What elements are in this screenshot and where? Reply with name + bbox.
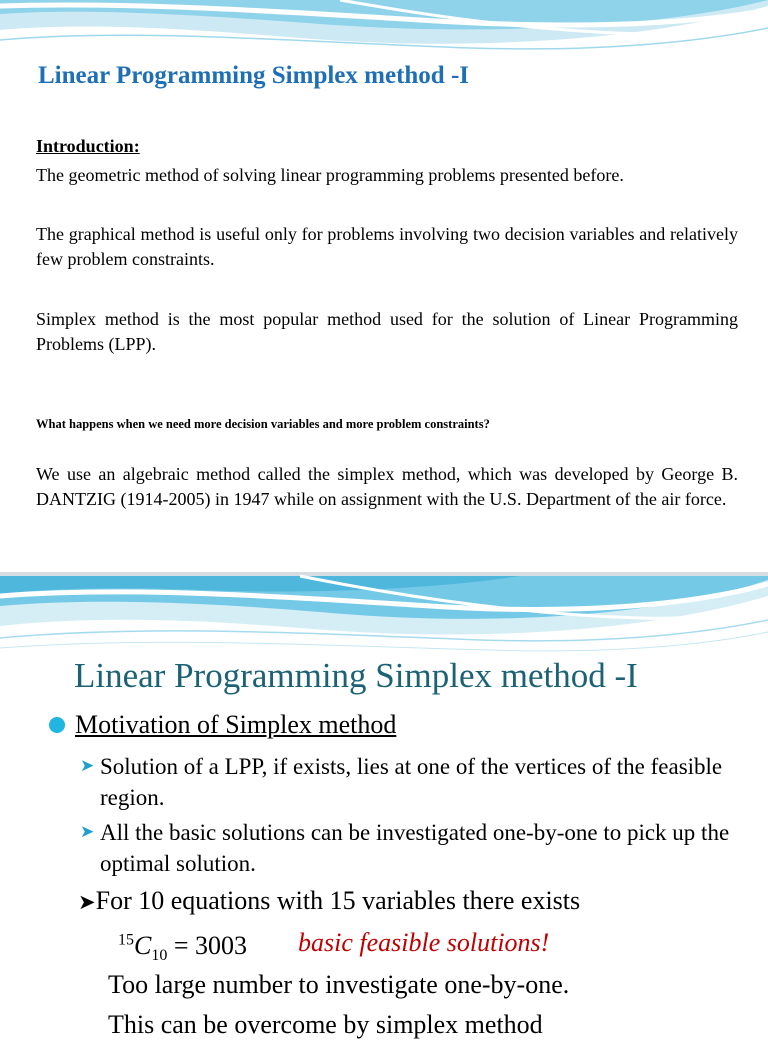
overcome-text: This can be overcome by simplex method bbox=[108, 1010, 543, 1039]
combination-k: 10 bbox=[151, 947, 168, 965]
sub-bullet-vertices bbox=[80, 751, 760, 813]
bullet-dot-icon bbox=[49, 717, 65, 733]
paragraph-dantzig-history: We use an algebraic method called the simplex method, which was developed by George B. DANTZIG (1914-2005) in 1947 while on assignment with the U.S. Department of the air force. bbox=[36, 464, 738, 509]
too-large-text: Too large number to investigate one-by-one. bbox=[108, 970, 570, 999]
header-wave-decoration bbox=[0, 0, 768, 70]
arrow-bullet-icon: ➤ bbox=[80, 756, 95, 776]
sub-bullet-text: All the basic solutions can be investigated one-by-one to pick up the optimal solution. bbox=[100, 820, 730, 876]
paragraph-geometric-method: The geometric method of solving linear programming problems presented before. bbox=[36, 165, 624, 185]
slide-title: Linear Programming Simplex method -I bbox=[74, 656, 638, 695]
bullet-heading: Motivation of Simplex method bbox=[75, 710, 397, 739]
header-wave-decoration bbox=[0, 576, 768, 656]
paragraph-simplex-popular: Simplex method is the most popular method used for the solution of Linear Programming Problems (LPP). bbox=[36, 309, 738, 354]
combination-formula bbox=[118, 931, 247, 965]
section-heading: Introduction: bbox=[36, 136, 140, 156]
sub-bullet-basic-solutions bbox=[80, 817, 760, 879]
combination-n: 15 bbox=[118, 931, 134, 949]
equations-statement bbox=[78, 886, 580, 916]
combination-note: basic feasible solutions! bbox=[298, 928, 550, 957]
slide-2 bbox=[0, 576, 768, 1039]
arrow-bullet-icon: ➤ bbox=[80, 822, 95, 842]
question-text: What happens when we need more decision variables and more problem constraints? bbox=[36, 417, 490, 431]
slide-title: Linear Programming Simplex method -I bbox=[38, 62, 470, 89]
paragraph-graphical-method: The graphical method is useful only for problems involving two decision variables and relatively few problem constraints. bbox=[36, 224, 738, 269]
combination-symbol: C bbox=[134, 931, 152, 960]
arrow-bullet-icon: ➤ bbox=[78, 890, 96, 914]
sub-bullet-text: Solution of a LPP, if exists, lies at one of the vertices of the feasible region. bbox=[100, 754, 723, 810]
combination-value: = 3003 bbox=[173, 931, 248, 960]
equations-text: For 10 equations with 15 variables there exists bbox=[95, 886, 581, 915]
